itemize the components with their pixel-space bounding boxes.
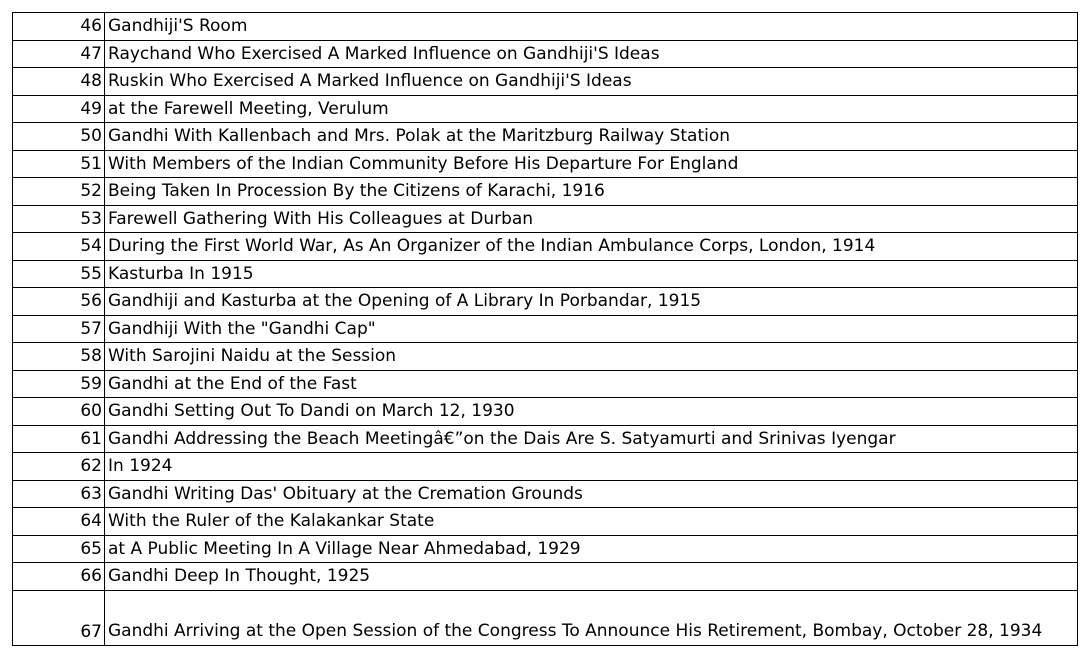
table-row	[13, 68, 1078, 96]
caption-cell[interactable]: Gandhi Arriving at the Open Session of the Congress To Announce His Retirement, Bombay, October 28, 1934	[105, 590, 1078, 645]
caption-cell[interactable]: Ruskin Who Exercised A Marked Influence on Gandhiji'S Ideas	[105, 68, 1078, 96]
row-number-cell[interactable]: 50	[13, 123, 105, 151]
caption-cell[interactable]: With Sarojini Naidu at the Session	[105, 343, 1078, 371]
row-number-cell[interactable]: 63	[13, 480, 105, 508]
caption-cell[interactable]: Farewell Gathering With His Colleagues at Durban	[105, 205, 1078, 233]
table-row	[13, 95, 1078, 123]
row-number-cell[interactable]: 56	[13, 288, 105, 316]
row-number-cell[interactable]: 61	[13, 425, 105, 453]
table-row	[13, 260, 1078, 288]
caption-cell[interactable]: Being Taken In Procession By the Citizens of Karachi, 1916	[105, 178, 1078, 206]
table-row	[13, 343, 1078, 371]
caption-cell[interactable]: With Members of the Indian Community Before His Departure For England	[105, 150, 1078, 178]
caption-cell[interactable]: Gandhiji With the "Gandhi Cap"	[105, 315, 1078, 343]
row-number-cell[interactable]: 51	[13, 150, 105, 178]
table-row	[13, 508, 1078, 536]
row-number-cell[interactable]: 64	[13, 508, 105, 536]
caption-cell[interactable]: at A Public Meeting In A Village Near Ahmedabad, 1929	[105, 535, 1078, 563]
row-number-cell[interactable]: 49	[13, 95, 105, 123]
row-number-cell[interactable]: 62	[13, 453, 105, 481]
row-number-cell[interactable]: 65	[13, 535, 105, 563]
table-row	[13, 590, 1078, 645]
row-number-cell[interactable]: 52	[13, 178, 105, 206]
row-number-cell[interactable]: 53	[13, 205, 105, 233]
caption-cell[interactable]: at the Farewell Meeting, Verulum	[105, 95, 1078, 123]
table-body	[13, 13, 1078, 646]
table-row	[13, 178, 1078, 206]
caption-cell[interactable]: Gandhiji and Kasturba at the Opening of A Library In Porbandar, 1915	[105, 288, 1078, 316]
caption-cell[interactable]: Gandhi Addressing the Beach Meetingâ€”on the Dais Are S. Satyamurti and Srinivas Iyengar	[105, 425, 1078, 453]
table-row	[13, 563, 1078, 591]
caption-cell[interactable]: Gandhi Writing Das' Obituary at the Cremation Grounds	[105, 480, 1078, 508]
row-number-cell[interactable]: 46	[13, 13, 105, 41]
row-number-cell[interactable]: 47	[13, 40, 105, 68]
table-row	[13, 123, 1078, 151]
table-row	[13, 370, 1078, 398]
table-row	[13, 205, 1078, 233]
caption-cell[interactable]: During the First World War, As An Organizer of the Indian Ambulance Corps, London, 1914	[105, 233, 1078, 261]
table-row	[13, 398, 1078, 426]
table-row	[13, 13, 1078, 41]
row-number-cell[interactable]: 60	[13, 398, 105, 426]
table-row	[13, 150, 1078, 178]
row-number-cell[interactable]: 59	[13, 370, 105, 398]
caption-cell[interactable]: Kasturba In 1915	[105, 260, 1078, 288]
table-row	[13, 425, 1078, 453]
caption-cell[interactable]: Gandhi at the End of the Fast	[105, 370, 1078, 398]
table-row	[13, 315, 1078, 343]
table-row	[13, 480, 1078, 508]
caption-cell[interactable]: With the Ruler of the Kalakankar State	[105, 508, 1078, 536]
table-row	[13, 453, 1078, 481]
row-number-cell[interactable]: 48	[13, 68, 105, 96]
caption-cell[interactable]: Gandhi Deep In Thought, 1925	[105, 563, 1078, 591]
row-number-cell[interactable]: 67	[13, 590, 105, 645]
caption-cell[interactable]: Raychand Who Exercised A Marked Influence on Gandhiji'S Ideas	[105, 40, 1078, 68]
caption-cell[interactable]: In 1924	[105, 453, 1078, 481]
row-number-cell[interactable]: 54	[13, 233, 105, 261]
spreadsheet-table	[12, 12, 1078, 646]
row-number-cell[interactable]: 57	[13, 315, 105, 343]
row-number-cell[interactable]: 55	[13, 260, 105, 288]
table-row	[13, 288, 1078, 316]
caption-cell[interactable]: Gandhi Setting Out To Dandi on March 12, 1930	[105, 398, 1078, 426]
table-row	[13, 233, 1078, 261]
row-number-cell[interactable]: 58	[13, 343, 105, 371]
table-row	[13, 535, 1078, 563]
caption-cell[interactable]: Gandhi With Kallenbach and Mrs. Polak at the Maritzburg Railway Station	[105, 123, 1078, 151]
caption-cell[interactable]: Gandhiji'S Room	[105, 13, 1078, 41]
row-number-cell[interactable]: 66	[13, 563, 105, 591]
table-row	[13, 40, 1078, 68]
